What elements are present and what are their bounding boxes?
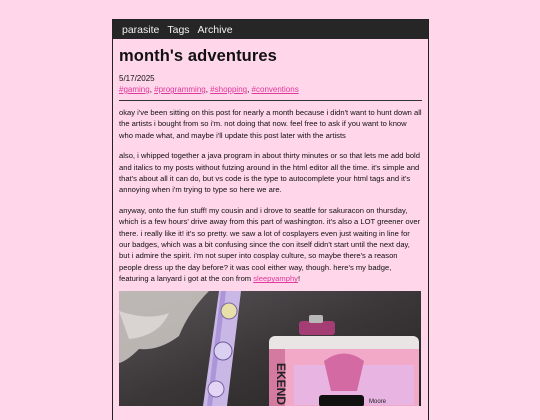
paragraph-text: anyway, onto the fun stuff! my cousin and i drove to seattle for sakuracon on thursday, which is a few hours' drive away from this part of washington. it's also a LOT greener over there. i really like it! it's so pretty. we saw a lot of cosplayers even just waiting in line for our badges, which was a bit confusing since the con itself didn't start until the next day, but i admire the spirit. i'm not super into cosplay culture, so maybe there's a reason people dress up the day before? it was cool either way, though. here's my badge, featuring a lanyard i got at the con from xyxy=(119,205,421,284)
top-nav xyxy=(113,20,428,39)
badge-photo-image xyxy=(119,291,421,406)
post-body xyxy=(119,107,422,406)
badge-name: Moore xyxy=(369,398,387,405)
tag-shopping[interactable]: #shopping xyxy=(210,85,248,94)
post-title: month's adventures xyxy=(119,47,277,65)
post xyxy=(113,39,428,406)
post-tags: #gaming, #programming, #shopping, #conventions xyxy=(119,85,299,94)
paragraph xyxy=(119,205,422,285)
badge-text: EKEND xyxy=(274,362,288,405)
blog-frame xyxy=(112,19,429,420)
tag-conventions[interactable]: #conventions xyxy=(251,85,299,94)
artist-link[interactable]: sleepyamphy xyxy=(253,274,298,284)
divider xyxy=(119,100,422,101)
paragraph: okay i've been sitting on this post for nearly a month because i didn't want to hunt down all the artists i bought from so i'm. not doing that now. feel free to ask if you want to know who made what, and maybe i'll update this post later with the artists xyxy=(119,108,422,140)
nav-tags-link[interactable]: Tags xyxy=(167,23,190,36)
paragraph-end: ! xyxy=(297,274,301,284)
tag-gaming[interactable]: #gaming xyxy=(119,85,150,94)
paragraph: also, i whipped together a java program in about thirty minutes or so that lets me add bold and italics to my posts without futzing around in the html editor all the time. it's simple and that's about all it can do, but vs code is the type to autocomplete your html tags and it's annoying when i'm trying to type so here we are. xyxy=(119,151,420,195)
post-date: 5/17/2025 xyxy=(119,74,155,83)
nav-home-link[interactable]: parasite xyxy=(122,23,160,36)
nav-archive-link[interactable]: Archive xyxy=(197,23,233,36)
badge-photo xyxy=(119,291,421,406)
tag-programming[interactable]: #programming xyxy=(154,85,206,94)
